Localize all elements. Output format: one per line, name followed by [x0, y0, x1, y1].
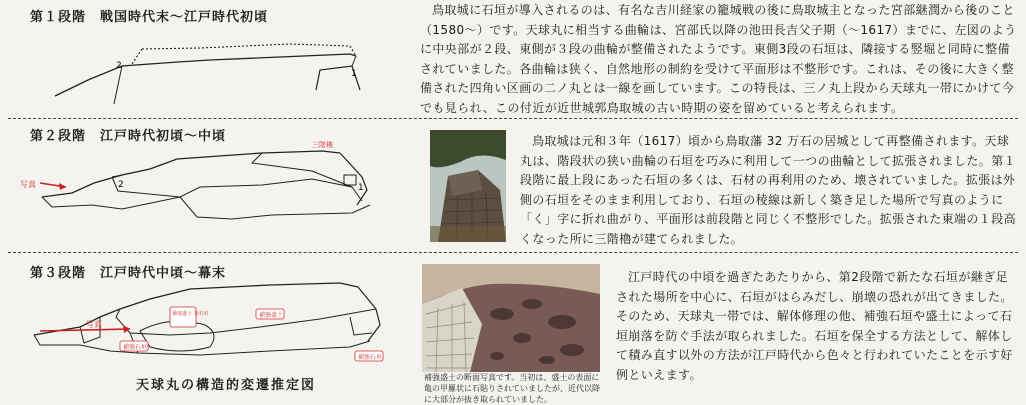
stage3-period: 江戸時代中頃～幕末	[100, 266, 227, 281]
stage3-photo	[422, 264, 600, 372]
stage1-title	[30, 6, 268, 25]
stage3-label-photo: 写真	[86, 320, 102, 329]
separator-1	[8, 118, 1018, 119]
stage2-number: 第２段階	[30, 129, 87, 144]
stage3-photo-caption: 補強盛土の断面写真です。当初は、盛土の表面に亀の甲羅状に石貼りされていましたが、近代以降に大部分が抜き取られていました。	[424, 373, 600, 404]
stage2-photo	[430, 130, 506, 242]
stage3-number: 第３段階	[30, 266, 87, 281]
stage2-diagram	[22, 135, 402, 230]
stage1-paragraph: 鳥取城に石垣が導入されるのは、有名な吉川経家の籠城戦の後に鳥取城主となった宮部継潤から後のこと（1580～）です。天球丸に相当する曲輪は、宮部氏以降の池田長吉父子期（～1617）までに、左図のように中央部が２段、東側が３段の曲輪が整備されたようです。東側3段の石垣は、隣接する竪堀と同時に整備されていました。各曲輪は狭く、自然地形の制約を受けて平面形は不整形です。これは、その後に大きく整備された四角い区画の二ノ丸とは一線を画しています。この特長は、三ノ丸上段から天球丸一帯にかけて今でも見られ、この付近が近世城郭鳥取城の古い時期の姿を留めていると考えられます。	[420, 3, 1017, 115]
stage2-label-1: 1	[358, 183, 364, 193]
stage1-number: 第１段階	[30, 10, 87, 25]
stage3-label-fill: 補強盛土	[259, 312, 284, 319]
stage2-label-photo: 写真	[20, 180, 36, 189]
stage3-label-wall-a: 補強石垣	[123, 344, 148, 351]
stage1-diagram	[50, 24, 380, 110]
stage2-text	[520, 132, 1018, 249]
stage3-text	[616, 268, 1020, 385]
stage3-label-fill-wrap: 補強盛土 巻石垣	[172, 311, 209, 317]
stage2-label-2: 2	[118, 180, 124, 190]
stage2-period: 江戸時代初頃～中頃	[100, 129, 227, 144]
separator-2	[8, 252, 1018, 253]
stage2-label-sankai: 三階櫓	[312, 141, 333, 149]
stage1-text	[420, 1, 1020, 118]
stage3-label-wall-b: 補強石垣	[358, 354, 383, 361]
stage1-label-1: 1	[351, 69, 357, 79]
figure-title: 天球丸の構造的変遷推定図	[136, 378, 317, 393]
stage2-paragraph: 鳥取城は元和３年（1617）頃から鳥取藩 32 万石の居城として再整備されます。天球丸は、階段状の狭い曲輪の石垣を巧みに利用して一つの曲輪として拡張されました。第１段階に最上段にあった石垣の多くは、石材の再利用のため、壊されていました。拡張は外側の石垣をそのまま利用しており、石垣の稜線は新しく築き足した場所で写真のように「く」字に折れ曲がり、平面形は前段階と同じく不整形でした。拡張された東端の１段高くなった所に三階櫓が建てられました。	[520, 134, 1017, 246]
stage1-label-2: 2	[116, 61, 122, 71]
stage3-diagram	[20, 275, 410, 365]
stage3-paragraph: 江戸時代の中頃を過ぎたあたりから、第2段階で新たな石垣が継ぎ足された場所を中心に、石垣がはらみだし、崩壊の恐れが出てきました。そのため、天球丸一帯では、解体修理の他、補強石垣や盛土によって石垣崩落を防ぐ手法が取られました。石垣を保全する方法として、解体して積み直す以外の方法が江戸時代から色々と行われていたことを示す好例といえます。	[616, 270, 1013, 382]
stage1-period: 戦国時代末～江戸時代初頃	[100, 10, 269, 25]
